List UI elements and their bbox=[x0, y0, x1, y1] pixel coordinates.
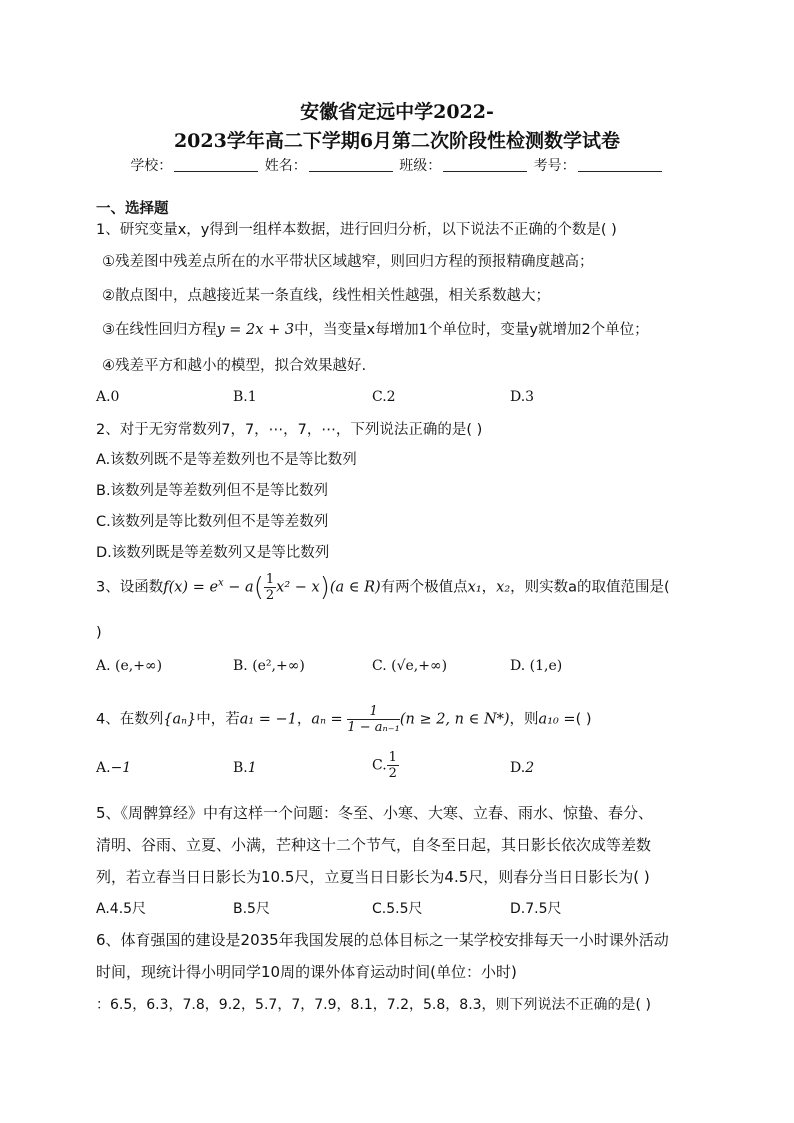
section-heading: 一、选择题 bbox=[96, 200, 169, 217]
q3-option-a[interactable]: A. (e,+∞) bbox=[96, 658, 163, 674]
q6-line-3: ：6.5，6.3，7.8，9.2，5.7，7，7.9，8.1，7.2，5.8，8.3，则下列说法不正确的是( ) bbox=[96, 997, 651, 1013]
q4-option-d-value: 2 bbox=[525, 760, 535, 776]
q2-option-a[interactable]: A.该数列既不是等差数列也不是等比数列 bbox=[96, 452, 357, 468]
q2-stem: 2、对于无穷常数列7，7，⋯，7，⋯，下列说法正确的是( ) bbox=[96, 422, 483, 438]
exam-number-label: 考号： bbox=[533, 158, 576, 174]
q2-option-c[interactable]: C.该数列是等比数列但不是等差数列 bbox=[96, 514, 329, 530]
q2-option-b[interactable]: B.该数列是等差数列但不是等比数列 bbox=[96, 483, 329, 499]
student-info-row bbox=[0, 155, 794, 175]
q5-line-1: 5、《周髀算经》中有这样一个问题：冬至、小寒、大寒、立春、雨水、惊蛰、春分、 bbox=[96, 804, 654, 822]
exam-title-line1: 安徽省定远中学2022- bbox=[300, 101, 494, 123]
school-label: 学校： bbox=[130, 158, 173, 174]
q6-line-1: 6、体育强国的建设是2035年我国发展的总体目标之一某学校安排每天一小时课外活动 bbox=[96, 931, 669, 949]
q4-option-a[interactable] bbox=[96, 760, 131, 776]
q5-option-a[interactable]: A.4.5尺 bbox=[96, 901, 147, 917]
q1-option-a[interactable]: A.0 bbox=[96, 389, 120, 405]
q5-line-3: 列，若立春当日日影长为10.5尺，立夏当日日影长为4.5尺，则春分当日日影长为( ) bbox=[96, 868, 650, 886]
q4-sep: ， bbox=[296, 711, 312, 728]
q4-option-c-label: C. bbox=[372, 757, 387, 774]
q4-option-c-den: 2 bbox=[388, 766, 397, 781]
q4-stem bbox=[96, 704, 592, 735]
q3-pre: 3、设函数 bbox=[96, 579, 164, 596]
q4-a1: a₁ = −1 bbox=[239, 711, 297, 728]
q3-lparen: ( bbox=[253, 572, 264, 603]
q4-end: ( ) bbox=[575, 711, 592, 728]
q3-option-d[interactable]: D. (1,e) bbox=[510, 658, 563, 674]
q3-fraction bbox=[264, 572, 276, 603]
q3-x2: x₂ bbox=[496, 579, 511, 596]
q4-option-a-value: −1 bbox=[110, 760, 132, 776]
q4-frac-den: 1 − aₙ₋₁ bbox=[347, 720, 400, 735]
q3-option-b[interactable]: B. (e²,+∞) bbox=[233, 658, 305, 674]
class-label: 班级： bbox=[399, 158, 442, 174]
q4-fraction bbox=[347, 704, 400, 735]
q4-cond: (n ≥ 2, n ∈ N*) bbox=[399, 711, 510, 728]
name-blank[interactable] bbox=[309, 157, 393, 172]
q4-seq: {aₙ} bbox=[163, 711, 197, 728]
q1-statement-3 bbox=[102, 318, 649, 339]
q5-option-d[interactable]: D.7.5尺 bbox=[510, 901, 562, 917]
q4-option-b-value: 1 bbox=[247, 760, 257, 776]
school-blank[interactable] bbox=[174, 157, 258, 172]
q4-option-a-label: A. bbox=[96, 760, 111, 776]
q4-an: aₙ = bbox=[311, 711, 343, 728]
q4-option-d[interactable] bbox=[510, 760, 534, 776]
q1-statement-4: ④残差平方和越小的模型，拟合效果越好. bbox=[102, 358, 367, 374]
q4-pre: 4、在数列 bbox=[96, 711, 164, 728]
class-blank[interactable] bbox=[443, 157, 527, 172]
q4-option-b[interactable] bbox=[233, 760, 257, 776]
q5-line-2: 清明、谷雨、立夏、小满，芒种这十二个节气，自冬至日起，其日影长依次成等差数 bbox=[96, 836, 652, 854]
q4-a10: a₁₀ = bbox=[538, 711, 576, 728]
q4-option-b-label: B. bbox=[233, 760, 248, 776]
q4-post: ，则 bbox=[509, 711, 539, 728]
q3-stem-cont: ) bbox=[96, 625, 102, 641]
q3-post2: ，则实数a的取值范围是( bbox=[510, 579, 670, 596]
q5-option-c[interactable]: C.5.5尺 bbox=[372, 901, 423, 917]
q1-statement-1: ①残差图中残差点所在的水平带状区域越窄，则回归方程的预报精确度越高； bbox=[102, 254, 594, 270]
q3-x1: x₁ bbox=[467, 579, 482, 596]
q1-s3-pre: ③在线性回归方程 bbox=[102, 322, 217, 338]
q4-frac-num: 1 bbox=[347, 704, 400, 720]
q4-option-d-label: D. bbox=[510, 760, 526, 776]
q3-sep: ， bbox=[481, 579, 497, 596]
q1-option-b[interactable]: B.1 bbox=[233, 389, 257, 405]
q1-s3-post: 中，当变量x每增加1个单位时，变量y就增加2个单位； bbox=[294, 322, 649, 338]
q3-option-c[interactable]: C. (√e,+∞) bbox=[372, 658, 448, 674]
q3-stem bbox=[96, 572, 670, 603]
q1-stem: 1、研究变量x，y得到一组样本数据，进行回归分析，以下说法不正确的个数是( ) bbox=[96, 222, 617, 238]
q3-frac-num: 1 bbox=[265, 572, 275, 587]
q4-option-c-num: 1 bbox=[388, 750, 397, 765]
q1-option-d[interactable]: D.3 bbox=[510, 389, 535, 405]
q4-option-c[interactable] bbox=[372, 750, 399, 781]
q5-option-b[interactable]: B.5尺 bbox=[233, 901, 270, 917]
name-label: 姓名： bbox=[264, 158, 307, 174]
q4-option-c-fraction bbox=[387, 750, 399, 781]
q4-mid: 中，若 bbox=[196, 711, 240, 728]
q3-f: f(x) = e bbox=[163, 579, 219, 596]
q3-tail: x² − x bbox=[276, 579, 320, 596]
q1-s3-equation: y = 2x + 3 bbox=[216, 322, 295, 338]
q1-statement-2: ②散点图中，点越接近某一条直线，线性相关性越强，相关系数越大； bbox=[102, 288, 550, 304]
q2-option-d[interactable]: D.该数列既是等差数列又是等比数列 bbox=[96, 545, 330, 561]
q3-minus: − a bbox=[223, 579, 254, 596]
q3-rparen: ) bbox=[319, 572, 330, 603]
q6-line-2: 时间，现统计得小明同学10周的课外体育运动时间(单位：小时) bbox=[96, 963, 517, 981]
exam-title-line2: 2023学年高二下学期6月第二次阶段性检测数学试卷 bbox=[173, 130, 621, 152]
q1-option-c[interactable]: C.2 bbox=[372, 389, 396, 405]
q3-frac-den: 2 bbox=[265, 588, 275, 603]
q3-post: 有两个极值点 bbox=[380, 579, 468, 596]
q3-cond: (a ∈ R) bbox=[329, 579, 381, 596]
q3-exp: x bbox=[218, 577, 224, 589]
exam-number-blank[interactable] bbox=[578, 157, 662, 172]
